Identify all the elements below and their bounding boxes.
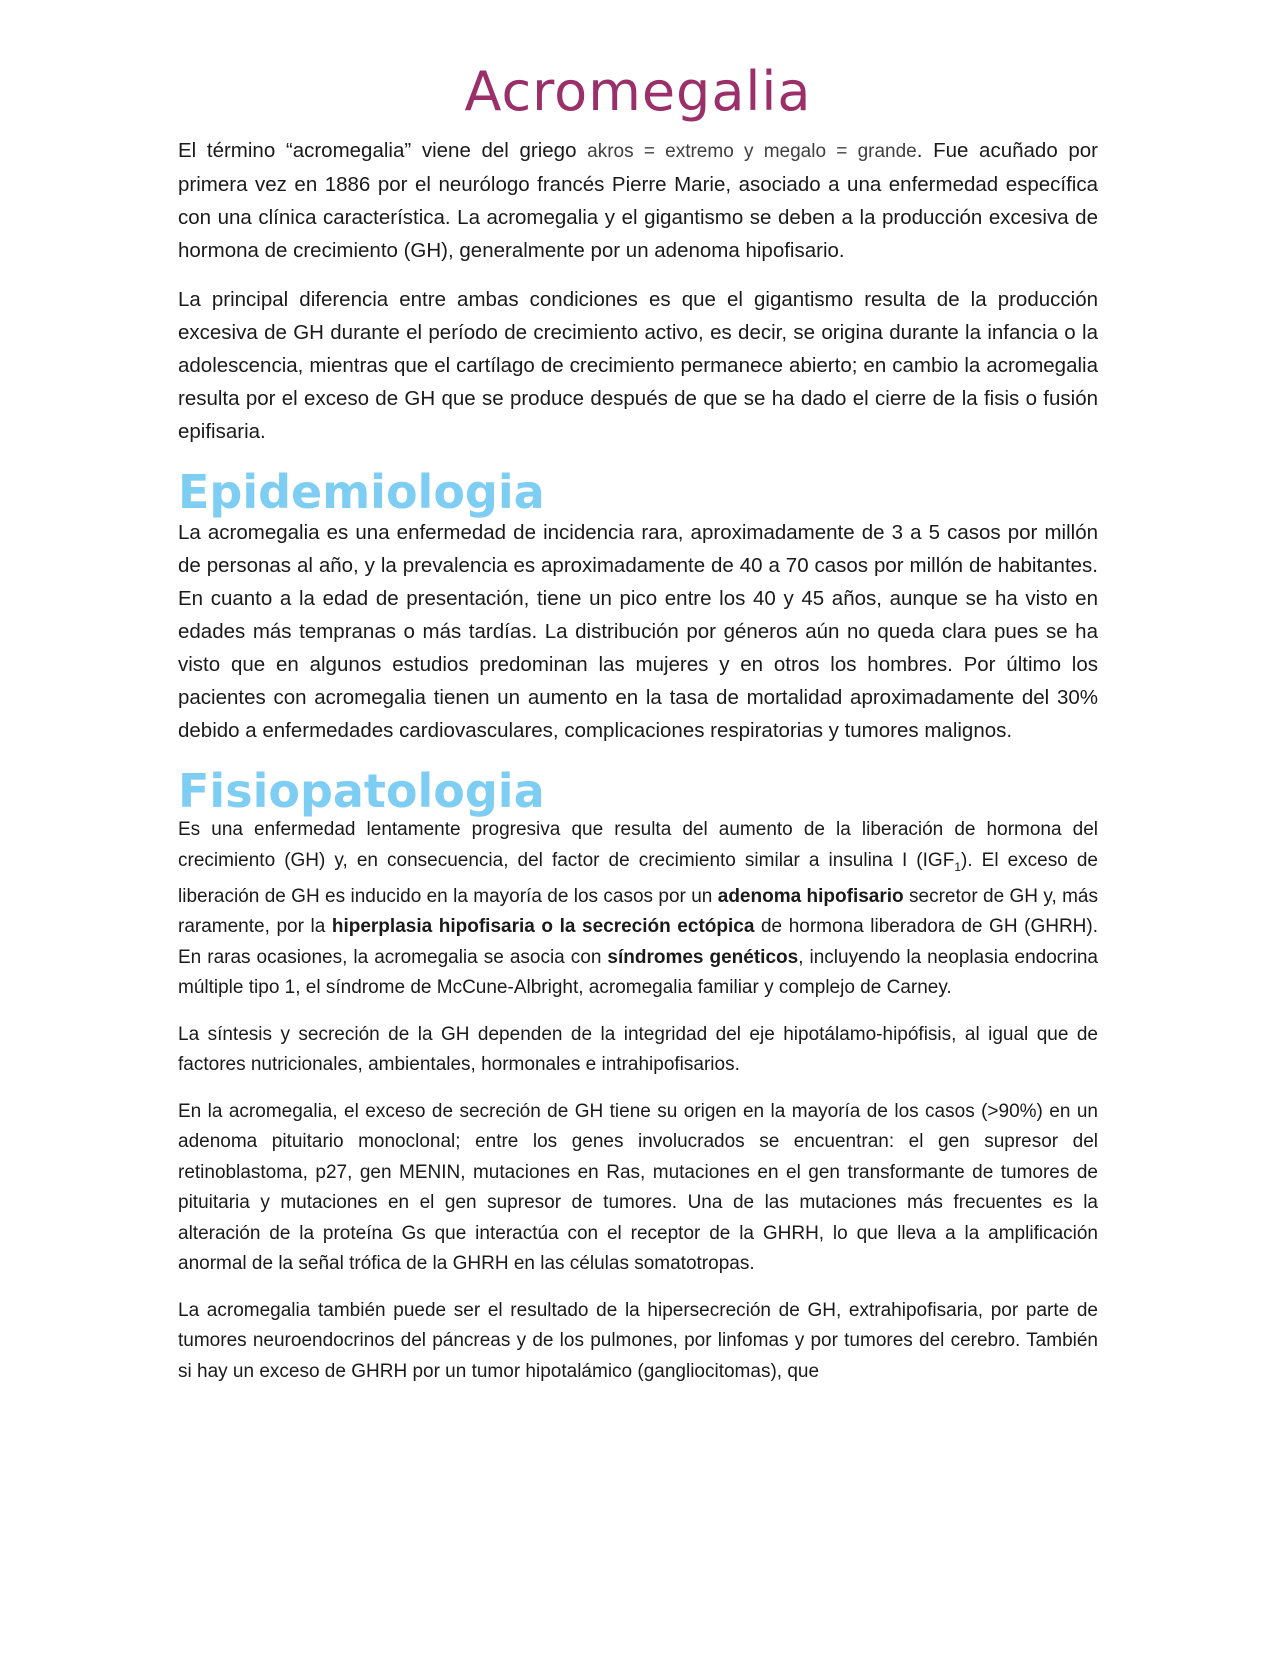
section-heading-fisiopatologia: Fisiopatologia [178, 764, 545, 818]
page-title: Acromegalia [464, 60, 812, 123]
fisio-text-4: de hormona liberadora de GH (GHRH). En raras ocasiones, la acromegalia se asocia con [178, 916, 1098, 968]
igf-subscript: 1 [954, 859, 961, 874]
intro-text-before: El término “acromegalia” viene del griego [178, 139, 588, 162]
fisiopatologia-paragraph-4: La acromegalia también puede ser el resultado de la hipersecreción de GH, extrahipofisaria, por parte de tumores neuroendocrinos del páncreas y de los pulmones, por linfomas y por tumores del cerebro. También si hay un exceso de GHRH por un tumor hipotalámico (gangliocitomas), que [178, 1299, 1098, 1382]
fisiopatologia-paragraph-3: En la acromegalia, el exceso de secreción de GH tiene su origen en la mayoría de los casos (>90%) en un adenoma pituitario monoclonal; entre los genes involucrados se encuentran: el gen supresor del retinoblastoma, p27, gen MENIN, mutaciones en Ras, mutaciones en el gen transformante de tumores de pituitaria y mutaciones en el gen supresor de tumores. Una de las mutaciones más frecuentes es la alteración de la proteína Gs que interactúa con el receptor de la GHRH, lo que lleva a la amplificación anormal de la señal trófica de la GHRH en las células somatotropas. [178, 1100, 1098, 1275]
intro-greek-etymology: akros = extremo y megalo = grande [587, 141, 917, 162]
bold-sindromes-geneticos: síndromes genéticos [607, 946, 799, 968]
intro-text-after: . Fue acuñado por primera vez en 1886 por el neurólogo francés Pierre Marie, asociado a una enfermedad específica con una clínica característica. La acromegalia y el gigantismo se deben a la producción excesiva de hormona de crecimiento (GH), generalmente por un adenoma hipofisario. [178, 139, 1098, 262]
intro-paragraph-2: La principal diferencia entre ambas condiciones es que el gigantismo resulta de la producción excesiva de GH durante el período de crecimiento activo, es decir, se origina durante la infancia o la adolescencia, mientras que el cartílago de crecimiento permanece abierto; en cambio la acromegalia resulta por el exceso de GH que se produce después de que se ha dado el cierre de la fisis o fusión epifisaria. [178, 288, 1098, 443]
fisiopatologia-paragraph-2: La síntesis y secreción de la GH dependen de la integridad del eje hipotálamo-hipófisis, al igual que de factores nutricionales, ambientales, hormonales e intrahipofisarios. [178, 1023, 1098, 1076]
fisio-text-3: secretor de GH y, más raramente, por la [178, 885, 1099, 938]
document-page [178, 0, 1098, 1387]
fisio-text-2: ). El exceso de liberación de GH es inducido en la mayoría de los casos por un [178, 849, 1099, 907]
section-heading-epidemiologia: Epidemiologia [178, 465, 545, 519]
bold-adenoma-hipofisario: adenoma hipofisario [717, 885, 904, 907]
fisiopatologia-paragraph-1 [178, 815, 1098, 1004]
fisio-text-1: Es una enfermedad lentamente progresiva que resulta del aumento de la liberación de hormona del crecimiento (GH) y, en consecuencia, del factor de crecimiento similar a insulina I (IGF [178, 819, 1098, 871]
bold-hiperplasia: hiperplasia hipofisaria o la secreción ectópica [331, 916, 755, 938]
intro-paragraph-1 [178, 134, 1098, 267]
fisio-text-5: , incluyendo la neoplasia endocrina múltiple tipo 1, el síndrome de McCune-Albright, acromegalia familiar y complejo de Carney. [178, 946, 1098, 999]
epidemiologia-paragraph: La acromegalia es una enfermedad de incidencia rara, aproximadamente de 3 a 5 casos por millón de personas al año, y la prevalencia es aproximadamente de 40 a 70 casos por millón de habitantes. En cuanto a la edad de presentación, tiene un pico entre los 40 y 45 años, aunque se ha visto en edades más tempranas o más tardías. La distribución por géneros aún no queda clara pues se ha visto que en algunos estudios predominan las mujeres y en otros los hombres. Por último los pacientes con acromegalia tienen un aumento en la tasa de mortalidad aproximadamente del 30% debido a enfermedades cardiovasculares, complicaciones respiratorias y tumores malignos. [178, 521, 1098, 742]
